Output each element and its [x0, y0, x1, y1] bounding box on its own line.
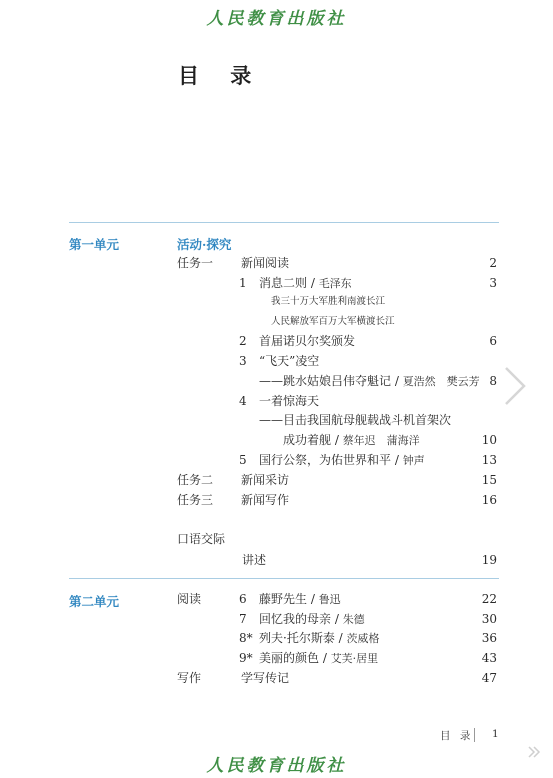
toc-row[interactable]: [0, 471, 553, 489]
page-title: 目 录: [178, 63, 264, 88]
task-label: 任务三: [177, 493, 214, 507]
toc-row[interactable]: [0, 254, 553, 272]
toc-row[interactable]: [0, 629, 553, 647]
page-number: 6: [489, 334, 497, 348]
lesson-number: 1: [239, 276, 247, 290]
toc-subrow: [0, 313, 553, 331]
task-label: 任务一: [177, 256, 214, 270]
author: 艾芙·居里: [330, 652, 379, 665]
entry-title: 藤野先生 / 鲁迅: [259, 592, 341, 606]
author: 茨威格: [346, 632, 380, 645]
unit-one-label: 第一单元: [69, 237, 120, 252]
entry-title: 新闻写作: [241, 493, 290, 507]
task-label: 任务二: [177, 473, 214, 487]
next-page-arrow-icon[interactable]: [500, 364, 530, 408]
page-number: 13: [481, 453, 497, 467]
entry-subtitle: ——目击我国航母舰载战斗机首架次: [259, 413, 452, 427]
lesson-number: 3: [239, 354, 247, 368]
lesson-number: 8*: [239, 631, 253, 645]
entry-title: “飞天”凌空: [259, 354, 320, 368]
author: 钟声: [402, 454, 425, 467]
toc-row[interactable]: [0, 274, 553, 292]
entry-title: 回忆我的母亲 / 朱德: [259, 612, 365, 626]
toc-row[interactable]: [0, 451, 553, 469]
entry-title: 美丽的颜色 / 艾芙·居里: [259, 651, 379, 665]
page-number: 16: [481, 493, 497, 507]
fullscreen-icon[interactable]: [526, 744, 542, 760]
footer-divider: [474, 728, 475, 742]
toc-row[interactable]: [0, 332, 553, 350]
entry-title: 新闻阅读: [241, 256, 290, 270]
unit-divider: [69, 578, 499, 579]
toc-row[interactable]: [0, 610, 553, 628]
sub-entry: 人民解放军百万大军横渡长江: [271, 316, 395, 327]
page-number: 43: [481, 651, 497, 665]
toc-row: [0, 411, 553, 429]
toc-subrow: [0, 293, 553, 311]
toc-row[interactable]: [0, 431, 553, 449]
entry-title: 新闻采访: [241, 473, 290, 487]
lesson-number: 5: [239, 453, 247, 467]
entry-title: 消息二则 / 毛泽东: [259, 276, 352, 290]
toc-row[interactable]: [0, 491, 553, 509]
page-number: 15: [481, 473, 497, 487]
page-number: 10: [481, 433, 497, 447]
toc-row[interactable]: [0, 649, 553, 667]
entry-title: 一着惊海天: [259, 394, 320, 408]
author: 鲁迅: [318, 593, 341, 606]
sub-entry: 我三十万大军胜利南渡长江: [271, 296, 386, 307]
entry-subtitle: 成功着舰 / 蔡年迟 蒲海洋: [283, 433, 420, 447]
page-number: 22: [481, 592, 497, 606]
unit-two-label: 第二单元: [69, 594, 120, 609]
page-number: 19: [481, 553, 497, 567]
toc-row[interactable]: [0, 590, 553, 608]
task-label: 写作: [177, 671, 202, 685]
unit-divider: [69, 222, 499, 223]
footer-page-number: 1: [492, 728, 499, 740]
author: 夏浩然 樊云芳: [402, 375, 480, 388]
entry-title: 首届诺贝尔奖颁发: [259, 334, 356, 348]
footer-label: 目 录: [440, 730, 474, 742]
page-number: 36: [481, 631, 497, 645]
lesson-number: 7: [239, 612, 247, 626]
lesson-number: 2: [239, 334, 247, 348]
toc-row: [0, 530, 553, 548]
entry-subtitle: ——跳水姑娘吕伟夺魁记 / 夏浩然 樊云芳: [259, 374, 480, 388]
entry-title: 学写传记: [241, 671, 290, 685]
publisher-logo-bottom: 人民教育出版社: [206, 756, 347, 776]
page-number: 47: [481, 671, 497, 685]
lesson-number: 4: [239, 394, 247, 408]
task-label: 阅读: [177, 592, 202, 606]
page-number: 3: [489, 276, 497, 290]
entry-title: 讲述: [242, 553, 267, 567]
lesson-number: 9*: [239, 651, 253, 665]
author: 毛泽东: [318, 277, 352, 290]
lesson-number: 6: [239, 592, 247, 606]
toc-row[interactable]: [0, 392, 553, 410]
author: 朱德: [342, 613, 365, 626]
publisher-logo-top: 人民教育出版社: [206, 9, 347, 29]
toc-row[interactable]: [0, 372, 553, 390]
page-number: 30: [481, 612, 497, 626]
unit-one-heading: 活动·探究: [177, 237, 232, 252]
page-number: 2: [489, 256, 497, 270]
toc-row[interactable]: [0, 551, 553, 569]
entry-title: 国行公祭，为佑世界和平 / 钟声: [259, 453, 425, 467]
author: 蔡年迟 蒲海洋: [342, 434, 420, 447]
toc-row[interactable]: [0, 352, 553, 370]
entry-title: 列夫·托尔斯泰 / 茨威格: [259, 631, 380, 645]
page-number: 8: [489, 374, 497, 388]
toc-row[interactable]: [0, 669, 553, 687]
section-label: 口语交际: [177, 532, 226, 546]
